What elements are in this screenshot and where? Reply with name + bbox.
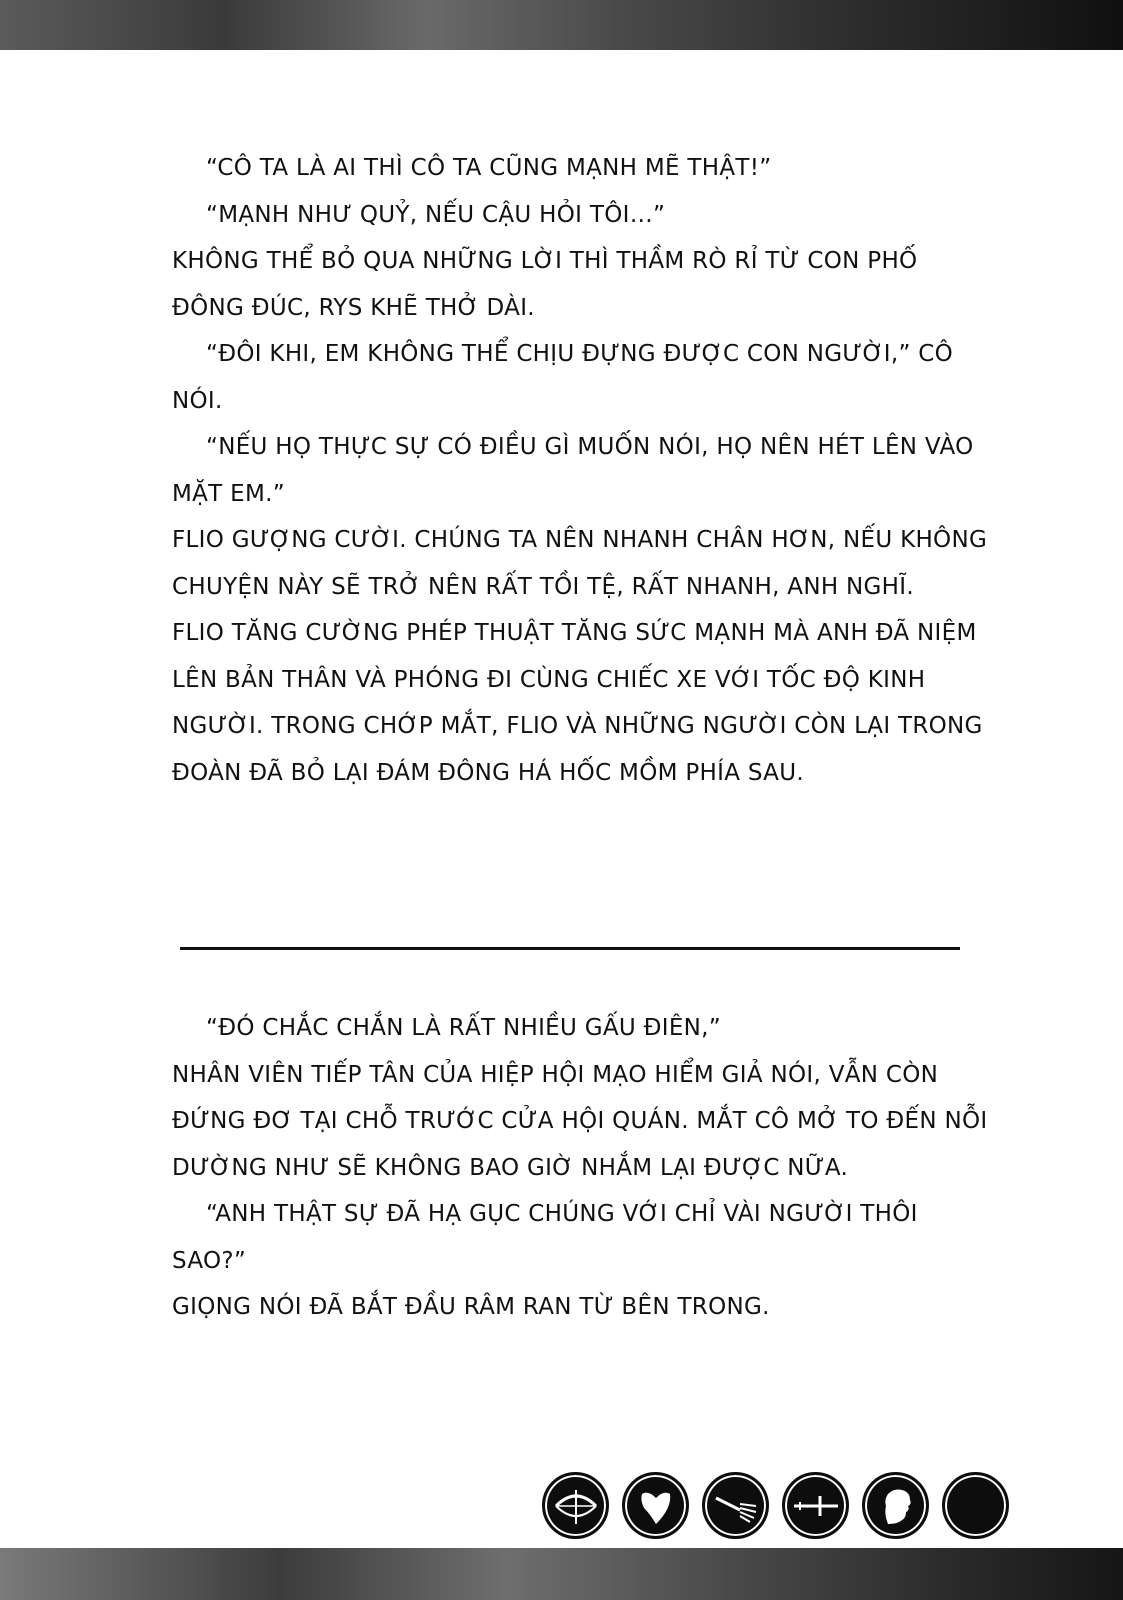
fork-icon: [702, 1472, 769, 1539]
paragraph: FLIO GƯỢNG CƯỜI. CHÚNG TA NÊN NHANH CHÂN HƠN, NẾU KHÔNG CHUYỆN NÀY SẼ TRỞ NÊN RẤT TỒI TỆ, RẤT NHANH, ANH NGHĨ.: [172, 527, 988, 600]
paragraph: “NẾU HỌ THỰC SỰ CÓ ĐIỀU GÌ MUỐN NÓI, HỌ NÊN HÉT LÊN VÀO MẶT EM.”: [172, 434, 974, 507]
sword-icon: [782, 1472, 849, 1539]
paragraph: KHÔNG THỂ BỎ QUA NHỮNG LỜI THÌ THẦM RÒ RỈ TỪ CON PHỐ ĐÔNG ĐÚC, RYS KHẼ THỞ DÀI.: [172, 248, 918, 321]
heart-shield-icon: [622, 1472, 689, 1539]
profile-head-icon: [862, 1472, 929, 1539]
paragraph: “MẠNH NHƯ QUỶ, NẾU CẬU HỎI TÔI…”: [206, 201, 666, 228]
bottom-decorative-band: [0, 1548, 1123, 1600]
paragraph: “ĐÔI KHI, EM KHÔNG THỂ CHỊU ĐỰNG ĐƯỢC CON NGƯỜI,” CÔ NÓI.: [172, 341, 954, 414]
top-decorative-band: [0, 0, 1123, 50]
paragraph: “ĐÓ CHẮC CHẮN LÀ RẤT NHIỀU GẤU ĐIÊN,”: [206, 1015, 722, 1041]
paragraph: “ANH THẬT SỰ ĐÃ HẠ GỤC CHÚNG VỚI CHỈ VÀI NGƯỜI THÔI SAO?”: [172, 1201, 918, 1274]
text-section-1: [172, 145, 992, 796]
section-divider: [180, 947, 960, 950]
paragraph: FLIO TĂNG CƯỜNG PHÉP THUẬT TĂNG SỨC MẠNH MÀ ANH ĐÃ NIỆM LÊN BẢN THÂN VÀ PHÓNG ĐI CÙNG CHIẾC XE VỚI TỐC ĐỘ KINH NGƯỜI. TRONG CHỚP MẮT, FLIO VÀ NHỮNG NGƯỜI CÒN LẠI TRONG ĐOÀN ĐÃ BỎ LẠI ĐÁM ĐÔNG HÁ HỐC MỒM PHÍA SAU.: [172, 620, 983, 786]
paragraph: NHÂN VIÊN TIẾP TÂN CỦA HIỆP HỘI MẠO HIỂM GIẢ NÓI, VẪN CÒN ĐỨNG ĐƠ TẠI CHỖ TRƯỚC CỬA HỘI QUÁN. MẮT CÔ MỞ TO ĐẾN NỖI DƯỜNG NHƯ SẼ KHÔNG BAO GIỜ NHẮM LẠI ĐƯỢC NỮA.: [172, 1061, 988, 1181]
paragraph: “CÔ TA LÀ AI THÌ CÔ TA CŨNG MẠNH MẼ THẬT!”: [206, 155, 772, 181]
paragraph: GIỌNG NÓI ĐÃ BẮT ĐẦU RÂM RAN TỪ BÊN TRONG.: [172, 1294, 770, 1320]
decorative-icon-row: [542, 1472, 1009, 1542]
blank-circle-icon: [942, 1472, 1009, 1539]
text-section-2: [172, 1005, 992, 1331]
bow-icon: [542, 1472, 609, 1539]
